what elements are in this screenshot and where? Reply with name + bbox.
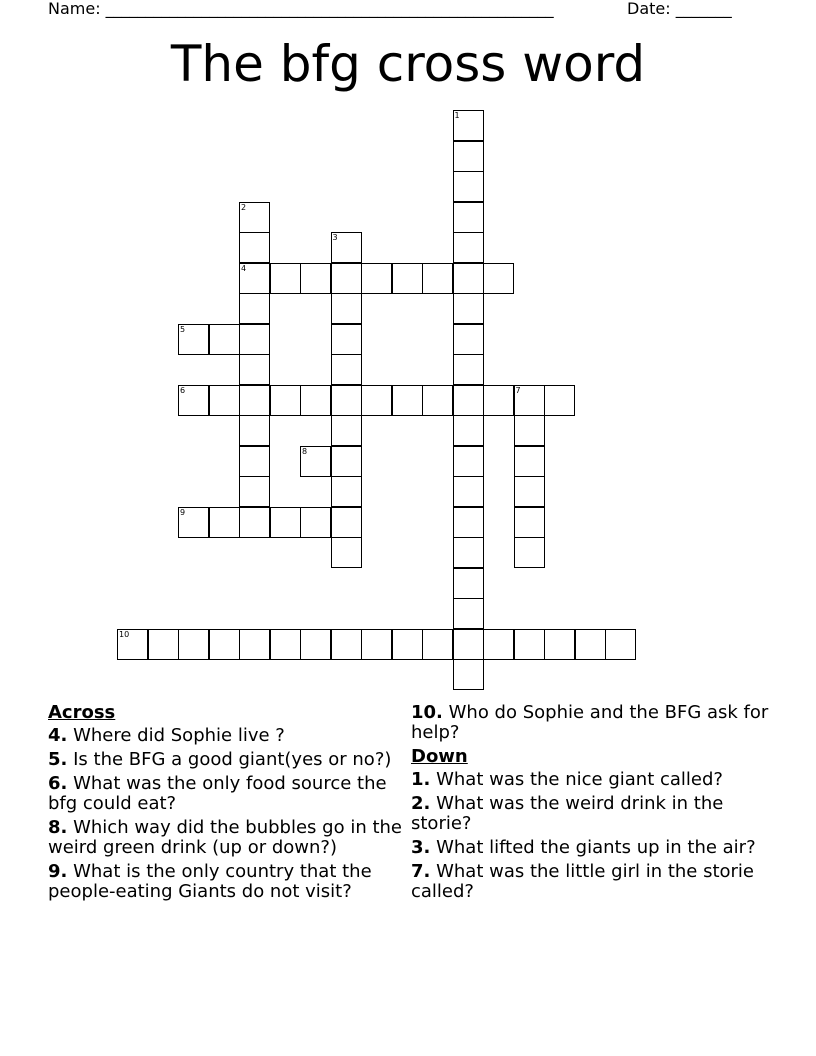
clue-down-2: [411, 794, 771, 834]
grid-cell[interactable]: [331, 232, 362, 263]
grid-cell[interactable]: [300, 263, 331, 294]
clue-number: 3.: [411, 837, 431, 858]
across-heading: Across: [48, 702, 116, 723]
grid-cell[interactable]: [239, 293, 270, 324]
clue-number: 9.: [48, 861, 68, 882]
grid-cell[interactable]: [514, 537, 545, 568]
grid-cell[interactable]: [483, 263, 514, 294]
grid-cell[interactable]: [453, 598, 484, 629]
clue-text: What was the weird drink in the storie?: [411, 793, 724, 834]
grid-cell[interactable]: [483, 385, 514, 416]
grid-cell-number: 4: [241, 263, 247, 273]
grid-cell[interactable]: [605, 629, 636, 660]
grid-cell[interactable]: [514, 446, 545, 477]
grid-cell[interactable]: [453, 659, 484, 690]
clue-text: Is the BFG a good giant(yes or no?): [67, 749, 392, 770]
grid-cell[interactable]: [117, 629, 148, 660]
clue-text: What was the nice giant called?: [430, 769, 723, 790]
grid-cell[interactable]: [331, 507, 362, 538]
grid-cell[interactable]: [331, 324, 362, 355]
grid-cell[interactable]: [331, 415, 362, 446]
grid-cell[interactable]: [270, 629, 301, 660]
grid-cell[interactable]: [209, 324, 240, 355]
grid-cell[interactable]: [270, 507, 301, 538]
clue-across-6: [48, 774, 410, 814]
grid-cell[interactable]: [544, 385, 575, 416]
grid-cell[interactable]: [270, 263, 301, 294]
grid-cell[interactable]: [239, 446, 270, 477]
clue-text: What lifted the giants up in the air?: [430, 837, 756, 858]
clue-across-9: [48, 862, 410, 902]
date-field-label: Date: _______: [627, 0, 732, 18]
grid-cell[interactable]: [331, 293, 362, 324]
grid-cell[interactable]: [209, 629, 240, 660]
grid-cell[interactable]: [453, 537, 484, 568]
grid-cell-number: 5: [180, 324, 186, 334]
clue-text: Where did Sophie live ?: [67, 725, 285, 746]
clue-number: 10.: [411, 702, 443, 723]
name-field-label: Name: ________________________________________________________: [48, 0, 554, 18]
grid-cell[interactable]: [453, 354, 484, 385]
grid-cell[interactable]: [331, 354, 362, 385]
grid-cell[interactable]: [453, 293, 484, 324]
grid-cell[interactable]: [453, 629, 484, 660]
clue-text: What is the only country that the people-eating Giants do not visit?: [48, 861, 372, 902]
grid-cell[interactable]: [239, 415, 270, 446]
grid-cell[interactable]: [422, 263, 453, 294]
grid-cell[interactable]: [514, 415, 545, 446]
clue-down-7: [411, 862, 771, 902]
grid-cell[interactable]: [239, 263, 270, 294]
grid-cell[interactable]: [422, 385, 453, 416]
grid-cell[interactable]: [453, 324, 484, 355]
grid-cell[interactable]: [453, 476, 484, 507]
grid-cell[interactable]: [209, 385, 240, 416]
grid-cell[interactable]: [148, 629, 179, 660]
grid-cell[interactable]: [453, 385, 484, 416]
grid-cell[interactable]: [544, 629, 575, 660]
grid-cell[interactable]: [453, 202, 484, 233]
grid-cell-number: 3: [332, 233, 338, 242]
grid-cell[interactable]: [483, 629, 514, 660]
grid-cell[interactable]: [331, 385, 362, 416]
grid-cell[interactable]: [239, 354, 270, 385]
grid-cell[interactable]: [300, 629, 331, 660]
grid-cell[interactable]: [361, 629, 392, 660]
grid-cell[interactable]: [300, 507, 331, 538]
grid-cell-number: 1: [454, 111, 460, 120]
clue-number: 4.: [48, 725, 68, 746]
grid-cell[interactable]: [392, 385, 423, 416]
clue-number: 1.: [411, 769, 431, 790]
grid-cell-number: 7: [515, 385, 521, 395]
clue-number: 5.: [48, 749, 68, 770]
grid-cell[interactable]: [392, 629, 423, 660]
grid-cell[interactable]: [331, 476, 362, 507]
grid-cell[interactable]: [392, 263, 423, 294]
grid-cell[interactable]: [453, 415, 484, 446]
grid-cell[interactable]: [331, 629, 362, 660]
clue-down-1: [411, 770, 771, 790]
grid-cell[interactable]: [239, 232, 270, 263]
grid-cell[interactable]: [239, 324, 270, 355]
page-title: The bfg cross word: [170, 35, 646, 93]
grid-cell-number: 2: [241, 202, 247, 212]
grid-cell[interactable]: [361, 385, 392, 416]
grid-cell-number: 9: [180, 507, 186, 517]
grid-cell[interactable]: [239, 476, 270, 507]
grid-cell[interactable]: [239, 385, 270, 416]
grid-cell[interactable]: [453, 232, 484, 263]
clue-number: 7.: [411, 861, 431, 882]
grid-cell[interactable]: [453, 110, 484, 141]
grid-cell[interactable]: [422, 629, 453, 660]
clue-text: What was the little girl in the storie called?: [411, 861, 755, 902]
grid-cell[interactable]: [300, 446, 331, 477]
grid-cell[interactable]: [453, 141, 484, 172]
clue-number: 8.: [48, 817, 68, 838]
grid-cell[interactable]: [514, 385, 545, 416]
grid-cell[interactable]: [239, 507, 270, 538]
grid-cell[interactable]: [209, 507, 240, 538]
clue-text: Which way did the bubbles go in the weird green drink (up or down?): [48, 817, 402, 858]
grid-cell[interactable]: [178, 385, 209, 416]
clues-left-column: [48, 703, 410, 906]
clue-text: Who do Sophie and the BFG ask for help?: [411, 702, 769, 743]
grid-cell[interactable]: [514, 476, 545, 507]
grid-cell[interactable]: [453, 568, 484, 599]
clue-across-4: [48, 726, 410, 746]
grid-cell[interactable]: [361, 263, 392, 294]
down-heading: Down: [411, 746, 468, 767]
grid-cell[interactable]: [453, 507, 484, 538]
grid-cell[interactable]: [453, 263, 484, 294]
grid-cell[interactable]: [331, 263, 362, 294]
grid-cell[interactable]: [514, 507, 545, 538]
grid-cell[interactable]: [453, 171, 484, 202]
clue-number: 2.: [411, 793, 431, 814]
grid-cell[interactable]: [270, 385, 301, 416]
grid-cell-number: 8: [302, 446, 308, 456]
clue-across-5: [48, 750, 410, 770]
grid-cell[interactable]: [178, 324, 209, 355]
grid-cell[interactable]: [239, 202, 270, 233]
grid-cell[interactable]: [300, 385, 331, 416]
clue-across-10: [411, 703, 771, 743]
grid-cell-number: 6: [180, 385, 186, 395]
grid-cell[interactable]: [239, 629, 270, 660]
grid-cell[interactable]: [178, 629, 209, 660]
grid-cell[interactable]: [178, 507, 209, 538]
clue-text: What was the only food source the bfg could eat?: [48, 773, 387, 814]
grid-cell[interactable]: [575, 629, 606, 660]
grid-cell-number: 10: [119, 629, 130, 639]
clue-down-3: [411, 838, 771, 858]
clue-across-8: [48, 818, 410, 858]
clues-right-column: [411, 703, 771, 906]
grid-cell[interactable]: [453, 446, 484, 477]
grid-cell[interactable]: [331, 537, 362, 568]
grid-cell[interactable]: [514, 629, 545, 660]
grid-cell[interactable]: [331, 446, 362, 477]
clue-number: 6.: [48, 773, 68, 794]
